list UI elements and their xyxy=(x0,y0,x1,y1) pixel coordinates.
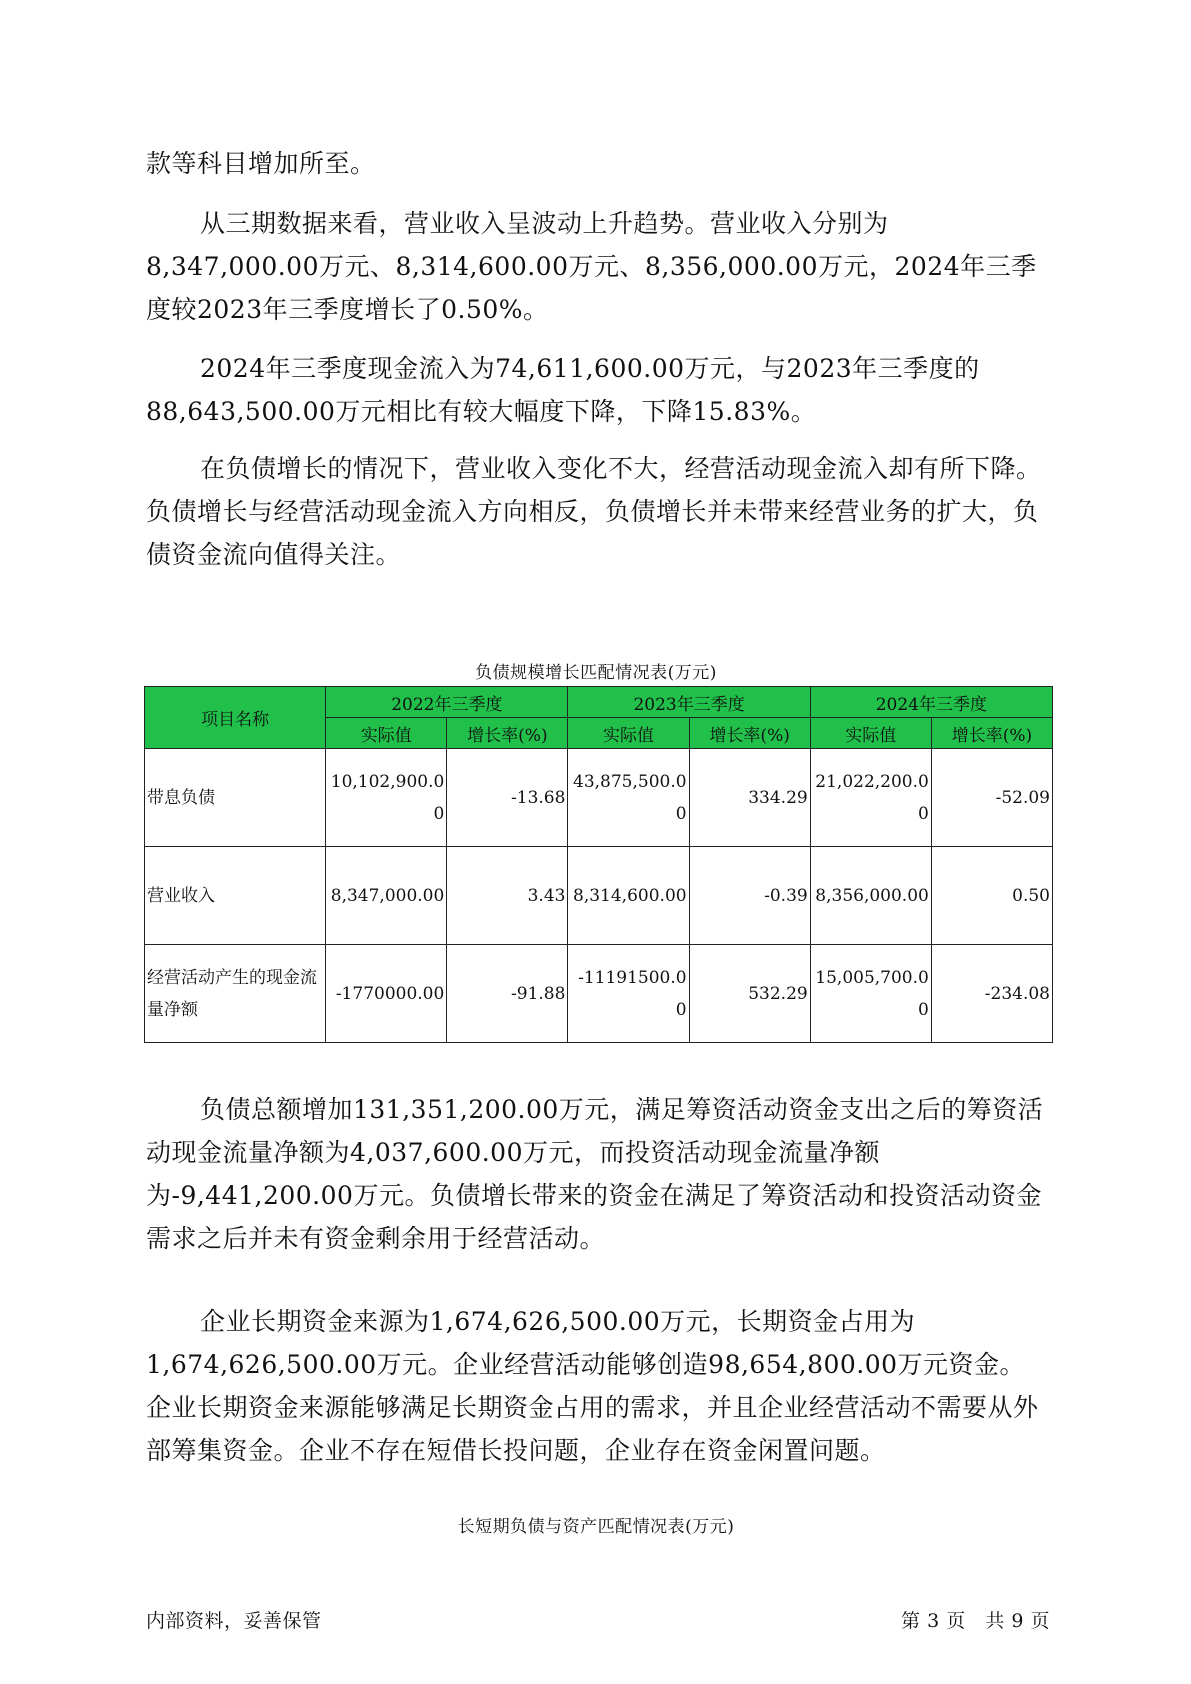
growth-rate-cell: -0.39 xyxy=(689,847,810,945)
growth-rate-cell: -13.68 xyxy=(447,749,568,847)
row-name: 带息负债 xyxy=(145,749,326,847)
paragraph-cash-inflow: 2024年三季度现金流入为74,611,600.00万元，与2023年三季度的88,643,500.00万元相比有较大幅度下降，下降15.83%。 xyxy=(146,354,980,426)
liability-growth-table xyxy=(144,686,1053,1043)
actual-value-header: 实际值 xyxy=(326,718,447,749)
actual-value-cell: 21,022,200.00 xyxy=(810,749,931,847)
actual-value-cell: 15,005,700.00 xyxy=(810,945,931,1043)
actual-value-cell: 8,314,600.00 xyxy=(568,847,689,945)
table-row xyxy=(145,847,1053,945)
paragraph-liability-analysis: 在负债增长的情况下，营业收入变化不大，经营活动现金流入却有所下降。负债增长与经营活动现金流入方向相反，负债增长并未带来经营业务的扩大，负债资金流向值得关注。 xyxy=(146,454,1042,569)
growth-rate-cell: -91.88 xyxy=(447,945,568,1043)
table-row xyxy=(145,945,1053,1043)
table-header-row xyxy=(145,687,1053,718)
actual-value-header: 实际值 xyxy=(568,718,689,749)
actual-value-cell: 8,356,000.00 xyxy=(810,847,931,945)
row-name: 营业收入 xyxy=(145,847,326,945)
actual-value-cell: 8,347,000.00 xyxy=(326,847,447,945)
growth-rate-cell: -234.08 xyxy=(931,945,1052,1043)
footer-page-number: 第 3 页 共 9 页 xyxy=(901,1610,1050,1632)
paragraph-long-term-funds: 企业长期资金来源为1,674,626,500.00万元，长期资金占用为1,674,626,500.00万元。企业经营活动能够创造98,654,800.00万元资金。企业长期资金来源能够满足长期资金占用的需求，并且企业经营活动不需要从外部筹集资金。企业不存在短借长投问题，企业存在资金闲置问题。 xyxy=(146,1307,1039,1465)
actual-value-cell: 43,875,500.00 xyxy=(568,749,689,847)
paragraph-continuation: 款等科目增加所至。 xyxy=(146,149,376,178)
footer-confidential-note: 内部资料，妥善保管 xyxy=(146,1610,322,1632)
paragraph-revenue-trend: 从三期数据来看，营业收入呈波动上升趋势。营业收入分别为8,347,000.00万元、8,314,600.00万元、8,356,000.00万元，2024年三季度较2023年三季度增长了0.50%。 xyxy=(146,209,1037,324)
growth-rate-cell: -52.09 xyxy=(931,749,1052,847)
growth-rate-cell: 532.29 xyxy=(689,945,810,1043)
growth-rate-header: 增长率(%) xyxy=(689,718,810,749)
growth-rate-cell: 334.29 xyxy=(689,749,810,847)
table-row xyxy=(145,749,1053,847)
item-name-header: 项目名称 xyxy=(145,687,326,749)
period-header: 2023年三季度 xyxy=(568,687,810,718)
table-caption-liability-growth: 负债规模增长匹配情况表(万元) xyxy=(475,663,717,683)
growth-rate-cell: 3.43 xyxy=(447,847,568,945)
growth-rate-cell: 0.50 xyxy=(931,847,1052,945)
period-header: 2022年三季度 xyxy=(326,687,568,718)
actual-value-cell: 10,102,900.00 xyxy=(326,749,447,847)
actual-value-cell: -1770000.00 xyxy=(326,945,447,1043)
period-header: 2024年三季度 xyxy=(810,687,1052,718)
growth-rate-header: 增长率(%) xyxy=(447,718,568,749)
row-name: 经营活动产生的现金流量净额 xyxy=(145,945,326,1043)
table-caption-maturity-match: 长短期负债与资产匹配情况表(万元) xyxy=(457,1517,735,1537)
paragraph-liability-total: 负债总额增加131,351,200.00万元，满足筹资活动资金支出之后的筹资活动现金流量净额为4,037,600.00万元，而投资活动现金流量净额为-9,441,200.00万元。负债增长带来的资金在满足了筹资活动和投资活动资金需求之后并未有资金剩余用于经营活动。 xyxy=(146,1095,1044,1253)
growth-rate-header: 增长率(%) xyxy=(931,718,1052,749)
actual-value-cell: -11191500.00 xyxy=(568,945,689,1043)
actual-value-header: 实际值 xyxy=(810,718,931,749)
